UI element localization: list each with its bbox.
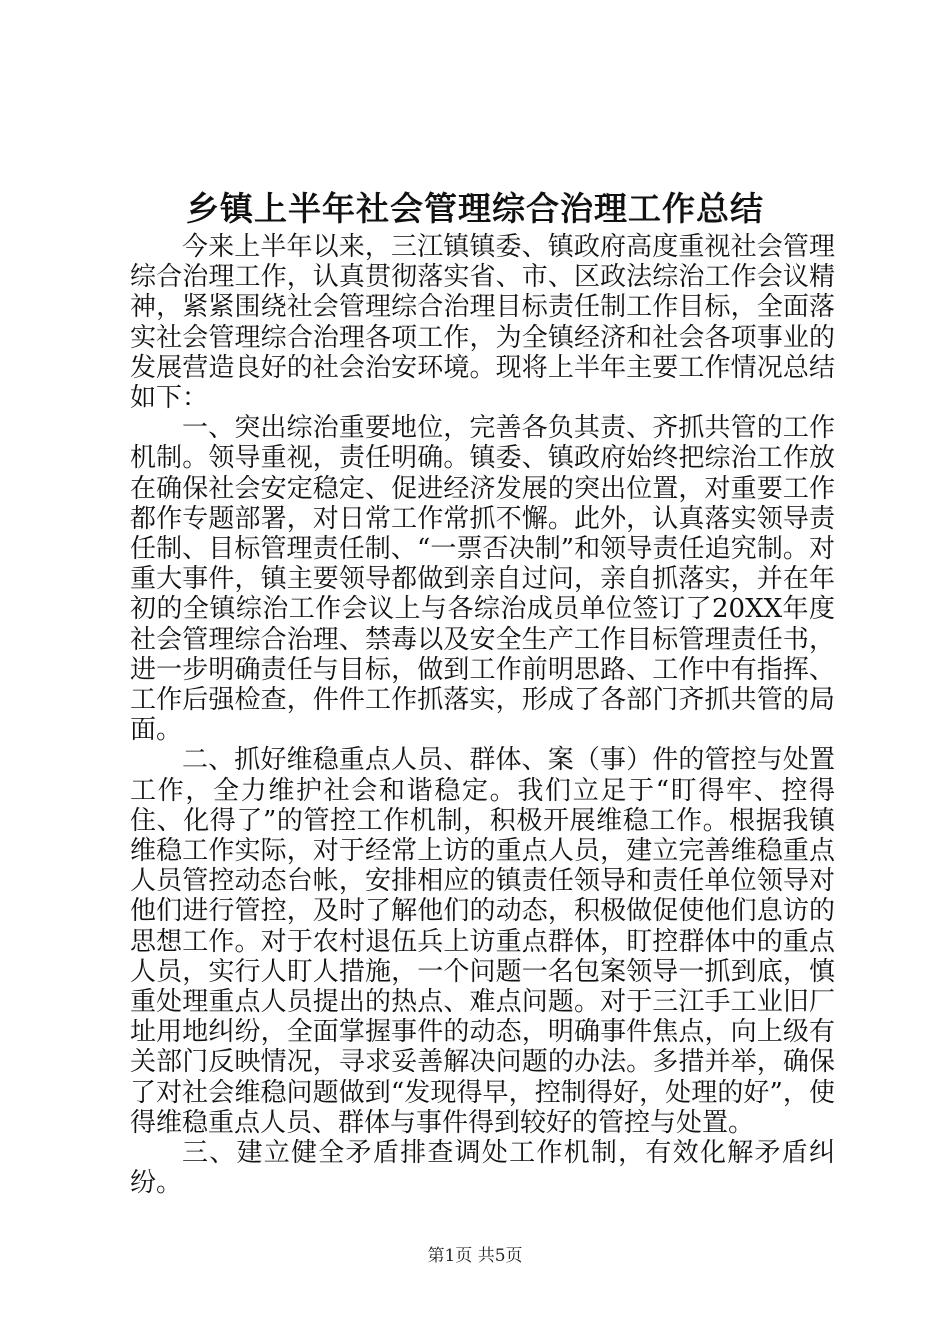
paragraph-section-3: 三、建立健全矛盾排查调处工作机制，有效化解矛盾纠纷。 [130, 1138, 835, 1199]
paragraph-section-2: 二、抓好维稳重点人员、群体、案（事）件的管控与处置工作，全力维护社会和谐稳定。我们立足于“盯得牢、控得住、化得了”的管控工作机制，积极开展维稳工作。根据我镇维稳工作实际，对于经常上访的重点人员，建立完善维稳重点人员管控动态台帐，安排相应的镇责任领导和责任单位领导对他们进行管控，及时了解他们的动态，积极做促使他们息访的思想工作。对于农村退伍兵上访重点群体，盯控群体中的重点人员，实行人盯人措施，一个问题一名包案领导一抓到底，慎重处理重点人员提出的热点、难点问题。对于三江手工业旧厂址用地纠纷，全面掌握事件的动态，明确事件焦点，向上级有关部门反映情况，寻求妥善解决问题的办法。多措并举，确保了对社会维稳问题做到“发现得早，控制得好，处理的好”，使得维稳重点人员、群体与事件得到较好的管控与处置。 [130, 745, 835, 1138]
document-body [130, 232, 835, 1199]
paragraph-intro: 今来上半年以来，三江镇镇委、镇政府高度重视社会管理综合治理工作，认真贯彻落实省、市、区政法综治工作会议精神，紧紧围绕社会管理综合治理目标责任制工作目标，全面落实社会管理综合治理各项工作，为全镇经济和社会各项事业的发展营造良好的社会治安环境。现将上半年主要工作情况总结如下： [130, 232, 835, 414]
paragraph-section-1: 一、突出综治重要地位，完善各负其责、齐抓共管的工作机制。领导重视，责任明确。镇委、镇政府始终把综治工作放在确保社会安定稳定、促进经济发展的突出位置，对重要工作都作专题部署，对日常工作常抓不懈。此外，认真落实领导责任制、目标管理责任制、“一票否决制”和领导责任追究制。对重大事件，镇主要领导都做到亲自过问，亲自抓落实，并在年初的全镇综治工作会议上与各综治成员单位签订了20XX年度社会管理综合治理、禁毒以及安全生产工作目标管理责任书，进一步明确责任与目标，做到工作前明思路、工作中有指挥、工作后强检查，件件工作抓落实，形成了各部门齐抓共管的局面。 [130, 413, 835, 746]
page-number-footer: 第1页 共5页 [427, 1246, 523, 1266]
document-title: 乡镇上半年社会管理综合治理工作总结 [186, 189, 764, 228]
